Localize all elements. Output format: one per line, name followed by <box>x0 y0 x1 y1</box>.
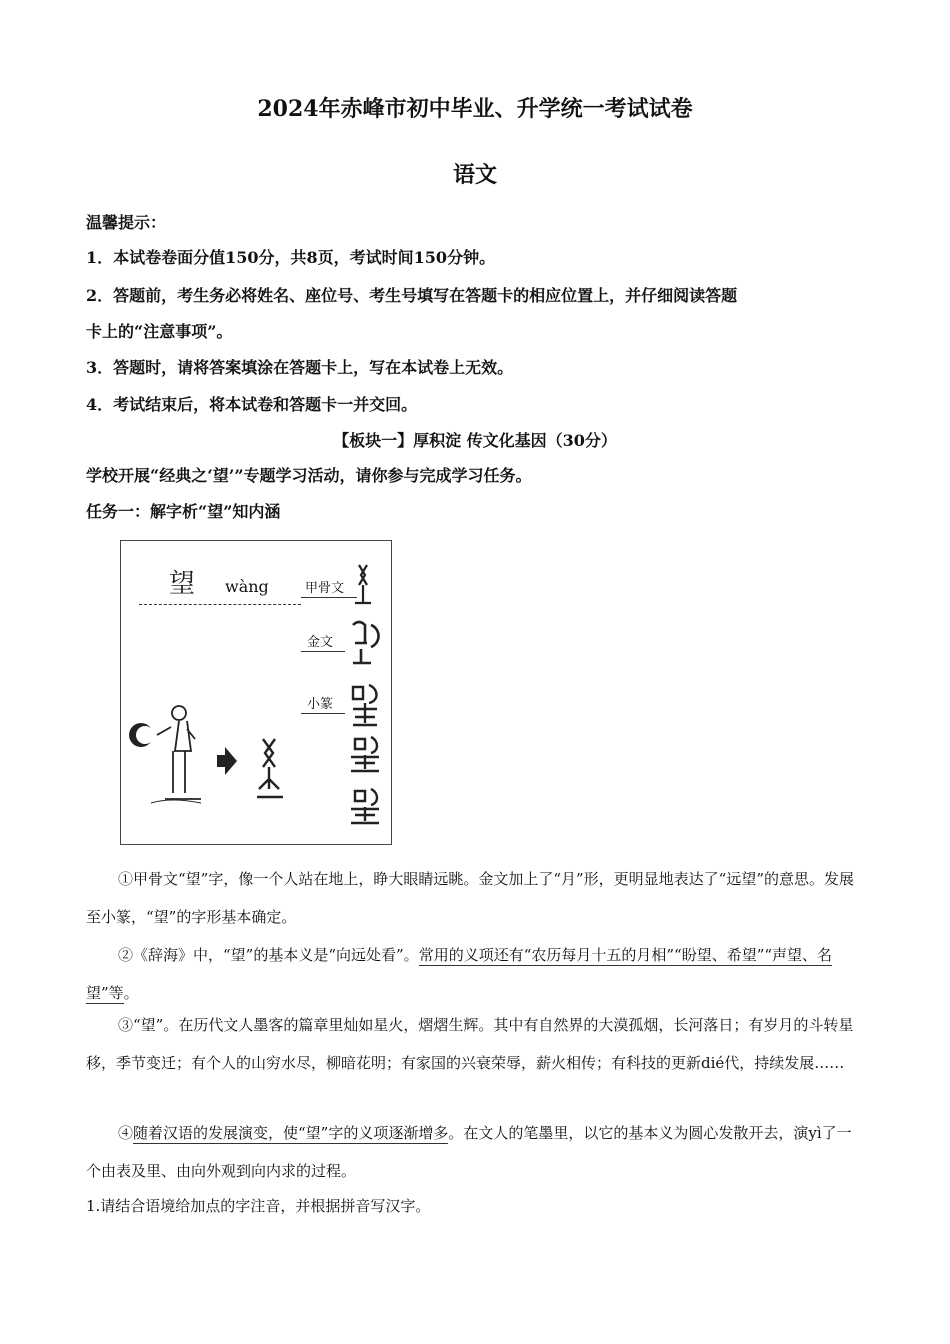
character-evolution-figure <box>120 540 392 845</box>
paragraph-4-text: 。在文人的笔墨里，以它的基本义为圆心发散开去，演yì了一个由表及里、由向外观到向内求的过程。 <box>86 1124 852 1180</box>
arrow-icon <box>217 747 237 775</box>
oracle-label: 甲骨文 <box>305 581 345 596</box>
tip-item: 4．考试结束后，将本试卷和答题卡一并交回。 <box>86 395 418 414</box>
paragraph-2 <box>86 936 864 1012</box>
oracle-glyph-large <box>257 739 283 797</box>
paragraph-2-text: ②《辞海》中，“望”的基本义是“向远处看”。 <box>118 946 419 964</box>
tip-item: 3．答题时，请将答案填涂在答题卡上，写在本试卷上无效。 <box>86 358 514 377</box>
oracle-glyph <box>355 565 371 603</box>
tip-item: 1．本试卷卷面分值150分，共8页，考试时间150分钟。 <box>86 248 496 267</box>
paragraph-4 <box>86 1114 864 1190</box>
bronze-label: 金文 <box>307 635 334 650</box>
tips-heading: 温馨提示： <box>86 213 167 232</box>
subject-title: 语文 <box>452 162 497 188</box>
tip-item: 卡上的“注意事项”。 <box>86 322 233 341</box>
paragraph-3: ③“望”。在历代文人墨客的篇章里灿如星火，熠熠生辉。其中有自然界的大漠孤烟，长河落日；有岁月的斗转星移，季节变迁；有个人的山穷水尽，柳暗花明；有家国的兴衰荣辱，薪火相传；有科技的更新dié代，持续发展…… <box>86 1016 854 1072</box>
clerical-glyph <box>351 737 379 771</box>
underlined-sentence: 常用的义项还有“农历每月十五的月相”“盼望、希望”“声望、名望”等 <box>86 946 833 1002</box>
character-glyph: 望 <box>169 569 196 599</box>
person-figure <box>151 706 201 803</box>
regular-glyph <box>351 789 379 823</box>
underlined-sentence: 随着汉语的发展演变，使“望”字的义项逐渐增多 <box>133 1124 449 1142</box>
exam-title: 2024年赤峰市初中毕业、升学统一考试试卷 <box>257 96 693 122</box>
pinyin-label: wàng <box>225 577 269 596</box>
seal-glyph <box>353 685 377 725</box>
tip-item: 2．答题前，考生务必将姓名、座位号、考生号填写在答题卡的相应位置上，并仔细阅读答题 <box>86 286 738 305</box>
seal-label: 小篆 <box>307 697 334 712</box>
figure-illustration <box>121 541 391 844</box>
task-heading: 任务一：解字析“望”知内涵 <box>86 502 281 521</box>
section-intro: 学校开展“经典之‘望’”专题学习活动，请你参与完成学习任务。 <box>86 466 532 485</box>
paragraph-2-end: 。 <box>123 984 139 1002</box>
paragraph-4-number: ④ <box>118 1124 134 1142</box>
bronze-glyph <box>353 622 379 663</box>
moon-icon <box>129 723 154 747</box>
paragraph-1: ①甲骨文“望”字，像一个人站在地上，睁大眼睛远眺。金文加上了“月”形，更明显地表达了“远望”的意思。发展至小篆，“望”的字形基本确定。 <box>86 870 855 926</box>
question-1: 1.请结合语境给加点的字注音，并根据拼音写汉字。 <box>86 1197 431 1215</box>
section-heading: 【板块一】厚积淀 传文化基因（30分） <box>333 431 617 450</box>
